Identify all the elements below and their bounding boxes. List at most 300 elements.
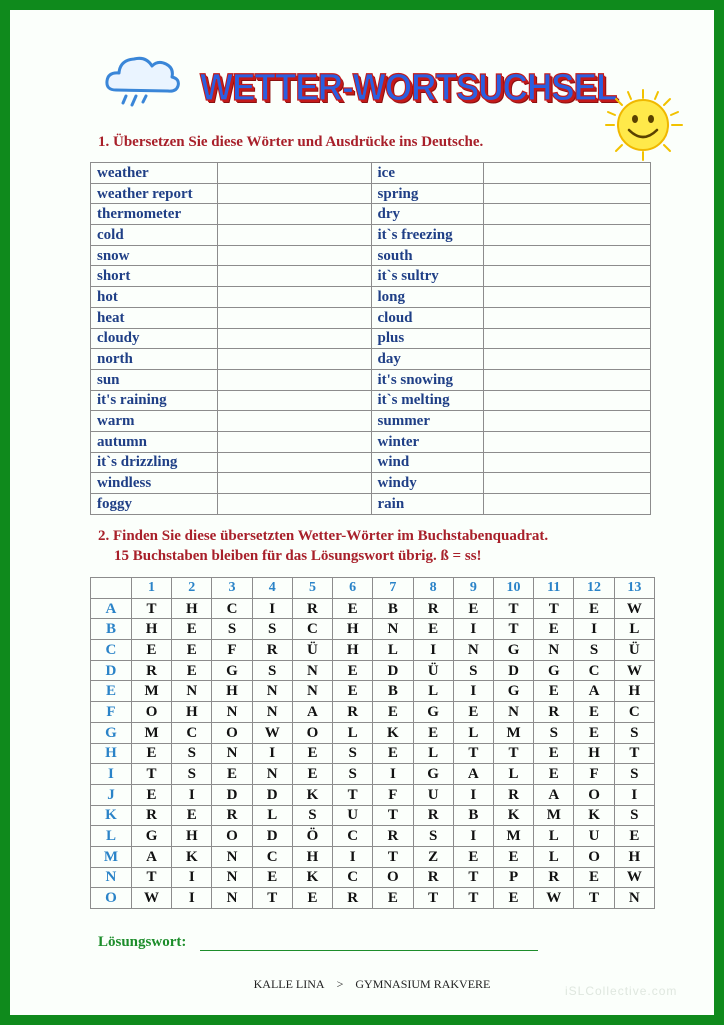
grid-column-header: 6 [333,578,373,599]
grid-letter[interactable]: T [373,846,413,867]
grid-letter[interactable]: S [614,764,654,785]
grid-letter[interactable]: G [413,764,453,785]
grid-letter[interactable]: L [534,826,574,847]
grid-letter[interactable]: E [172,660,212,681]
grid-letter[interactable]: N [212,846,252,867]
vocab-word-english: cold [91,225,218,246]
vocab-word-english: south [371,245,484,266]
grid-letter[interactable]: D [252,826,292,847]
vocab-answer-cell[interactable] [217,411,371,432]
grid-letter[interactable]: R [413,805,453,826]
grid-row [91,743,655,764]
grid-letter[interactable]: F [373,784,413,805]
grid-letter[interactable]: O [574,784,614,805]
grid-letter[interactable]: U [574,826,614,847]
grid-row [91,619,655,640]
grid-letter[interactable]: T [453,867,493,888]
grid-letter[interactable]: N [493,702,533,723]
grid-letter[interactable]: N [252,681,292,702]
grid-letter[interactable]: M [131,722,171,743]
grid-letter[interactable]: L [493,764,533,785]
grid-letter[interactable]: W [534,888,574,909]
vocab-answer-cell[interactable] [217,494,371,515]
vocab-row [91,473,651,494]
grid-letter[interactable]: R [373,826,413,847]
grid-corner [91,578,132,599]
vocab-answer-cell[interactable] [484,473,651,494]
grid-letter[interactable]: S [534,722,574,743]
vocab-row [91,163,651,184]
grid-letter[interactable]: R [413,598,453,619]
grid-row-header: K [91,805,132,826]
grid-letter[interactable]: S [252,619,292,640]
grid-letter[interactable]: E [453,846,493,867]
grid-row-header: H [91,743,132,764]
grid-letter[interactable]: N [252,764,292,785]
grid-letter[interactable]: I [373,764,413,785]
grid-letter[interactable]: K [373,722,413,743]
vocab-answer-cell[interactable] [217,307,371,328]
grid-letter[interactable]: N [453,640,493,661]
grid-letter[interactable]: E [292,743,332,764]
grid-row-header: A [91,598,132,619]
grid-letter[interactable]: S [614,722,654,743]
vocab-answer-cell[interactable] [484,328,651,349]
grid-letter[interactable]: S [172,743,212,764]
grid-letter[interactable]: H [574,743,614,764]
grid-letter[interactable]: E [373,702,413,723]
grid-letter[interactable]: R [292,598,332,619]
grid-letter[interactable]: M [131,681,171,702]
grid-row-header: I [91,764,132,785]
grid-letter[interactable]: L [614,619,654,640]
vocab-answer-cell[interactable] [217,183,371,204]
vocab-answer-cell[interactable] [484,225,651,246]
grid-letter[interactable]: E [333,598,373,619]
vocab-answer-cell[interactable] [484,431,651,452]
vocab-answer-cell[interactable] [217,163,371,184]
grid-letter[interactable]: E [172,805,212,826]
vocab-answer-cell[interactable] [484,163,651,184]
grid-letter[interactable]: S [172,764,212,785]
grid-letter[interactable]: B [373,598,413,619]
grid-letter[interactable]: I [252,743,292,764]
vocab-word-english: weather [91,163,218,184]
grid-letter[interactable]: E [574,702,614,723]
grid-letter[interactable]: I [252,598,292,619]
grid-letter[interactable]: W [614,598,654,619]
grid-letter[interactable]: R [252,640,292,661]
grid-letter[interactable]: G [493,681,533,702]
grid-letter[interactable]: C [333,867,373,888]
grid-row-header: O [91,888,132,909]
grid-letter[interactable]: H [172,826,212,847]
grid-letter[interactable]: E [453,702,493,723]
grid-column-header: 4 [252,578,292,599]
grid-row [91,764,655,785]
grid-letter[interactable]: G [493,640,533,661]
grid-letter[interactable]: E [574,867,614,888]
grid-letter[interactable]: E [252,867,292,888]
grid-letter[interactable]: S [413,826,453,847]
grid-letter[interactable]: T [453,888,493,909]
grid-letter[interactable]: K [493,805,533,826]
grid-letter[interactable]: K [292,784,332,805]
vocab-answer-cell[interactable] [484,245,651,266]
grid-letter[interactable]: R [333,702,373,723]
grid-letter[interactable]: H [614,846,654,867]
grid-letter[interactable]: C [333,826,373,847]
grid-letter[interactable]: O [292,722,332,743]
footer-school: GYMNASIUM RAKVERE [355,977,491,991]
grid-row-header: G [91,722,132,743]
grid-letter[interactable]: R [534,867,574,888]
grid-letter[interactable]: W [614,660,654,681]
grid-letter[interactable]: T [534,598,574,619]
grid-letter[interactable]: N [212,867,252,888]
grid-letter[interactable]: E [172,640,212,661]
grid-column-header: 3 [212,578,252,599]
grid-letter[interactable]: E [453,598,493,619]
grid-letter[interactable]: H [172,598,212,619]
vocab-word-english: it`s drizzling [91,452,218,473]
grid-row [91,660,655,681]
grid-letter[interactable]: H [212,681,252,702]
grid-column-header: 1 [131,578,171,599]
grid-letter[interactable]: E [333,681,373,702]
grid-letter[interactable]: E [131,743,171,764]
vocab-word-english: winter [371,431,484,452]
grid-row-header: J [91,784,132,805]
grid-letter[interactable]: Ü [614,640,654,661]
grid-letter[interactable]: T [614,743,654,764]
grid-letter[interactable]: D [373,660,413,681]
vocab-answer-cell[interactable] [217,204,371,225]
grid-letter[interactable]: G [534,660,574,681]
grid-letter[interactable]: L [413,681,453,702]
grid-letter[interactable]: E [413,619,453,640]
vocab-word-english: summer [371,411,484,432]
grid-letter[interactable]: D [493,660,533,681]
vocab-answer-cell[interactable] [484,307,651,328]
grid-letter[interactable]: A [534,784,574,805]
footer-author: KALLE LINA [253,977,325,991]
grid-letter[interactable]: R [493,784,533,805]
grid-letter[interactable]: Ü [292,640,332,661]
grid-letter[interactable]: Ö [292,826,332,847]
grid-letter[interactable]: H [333,640,373,661]
grid-letter[interactable]: L [534,846,574,867]
vocab-word-english: ice [371,163,484,184]
grid-letter[interactable]: G [131,826,171,847]
vocab-row [91,328,651,349]
grid-letter[interactable]: T [131,867,171,888]
grid-letter[interactable]: A [453,764,493,785]
grid-letter[interactable]: S [292,805,332,826]
grid-letter[interactable]: G [212,660,252,681]
grid-letter[interactable]: Z [413,846,453,867]
grid-letter[interactable]: M [493,722,533,743]
grid-letter[interactable]: H [131,619,171,640]
grid-letter[interactable]: E [534,619,574,640]
vocab-row [91,183,651,204]
grid-letter[interactable]: T [252,888,292,909]
grid-letter[interactable]: B [373,681,413,702]
grid-letter[interactable]: W [614,867,654,888]
grid-letter[interactable]: T [333,784,373,805]
grid-letter[interactable]: T [493,743,533,764]
grid-letter[interactable]: E [493,846,533,867]
vocab-answer-cell[interactable] [217,473,371,494]
grid-letter[interactable]: L [252,805,292,826]
grid-letter[interactable]: E [534,743,574,764]
vocab-word-english: hot [91,287,218,308]
grid-letter[interactable]: D [252,784,292,805]
grid-row-header: B [91,619,132,640]
grid-letter[interactable]: T [493,619,533,640]
task1-heading: 1. Übersetzen Sie diese Wörter und Ausdrücke ins Deutsche. [98,134,484,150]
grid-letter[interactable]: R [212,805,252,826]
grid-letter[interactable]: A [131,846,171,867]
grid-letter[interactable]: Ü [413,660,453,681]
grid-letter[interactable]: P [493,867,533,888]
grid-letter[interactable]: E [534,764,574,785]
vocab-answer-cell[interactable] [217,225,371,246]
grid-letter[interactable]: H [292,846,332,867]
grid-letter[interactable]: E [493,888,533,909]
vocab-word-english: autumn [91,431,218,452]
vocab-answer-cell[interactable] [484,411,651,432]
grid-letter[interactable]: H [172,702,212,723]
grid-letter[interactable]: U [333,805,373,826]
grid-letter[interactable]: T [453,743,493,764]
grid-letter[interactable]: K [172,846,212,867]
vocab-answer-cell[interactable] [484,494,651,515]
grid-letter[interactable]: E [614,826,654,847]
grid-letter[interactable]: I [172,784,212,805]
vocab-word-english: warm [91,411,218,432]
grid-letter[interactable]: E [333,660,373,681]
grid-letter[interactable]: N [212,888,252,909]
grid-letter[interactable]: E [574,598,614,619]
grid-letter[interactable]: H [614,681,654,702]
grid-letter[interactable]: T [413,888,453,909]
grid-letter[interactable]: L [413,743,453,764]
grid-letter[interactable]: E [413,722,453,743]
grid-letter[interactable]: O [131,702,171,723]
grid-letter[interactable]: E [172,619,212,640]
grid-letter[interactable]: N [292,681,332,702]
vocab-word-english: thermometer [91,204,218,225]
grid-letter[interactable]: T [574,888,614,909]
vocab-word-english: north [91,349,218,370]
grid-column-header: 9 [453,578,493,599]
grid-row-header: D [91,660,132,681]
grid-letter[interactable]: L [453,722,493,743]
grid-letter[interactable]: E [212,764,252,785]
grid-letter[interactable]: A [574,681,614,702]
vocab-word-english: foggy [91,494,218,515]
vocab-row [91,431,651,452]
grid-letter[interactable]: N [373,619,413,640]
task2-heading [98,526,548,566]
vocab-row [91,245,651,266]
grid-letter[interactable]: N [614,888,654,909]
vocab-row [91,225,651,246]
grid-letter[interactable]: E [292,764,332,785]
grid-letter[interactable]: E [131,640,171,661]
vocab-word-english: cloud [371,307,484,328]
grid-letter[interactable]: S [574,640,614,661]
grid-letter[interactable]: N [212,743,252,764]
grid-letter[interactable]: N [172,681,212,702]
vocab-answer-cell[interactable] [484,183,651,204]
grid-letter[interactable]: E [373,888,413,909]
vocab-answer-cell[interactable] [484,287,651,308]
vocab-answer-cell[interactable] [484,452,651,473]
grid-letter[interactable]: N [534,640,574,661]
grid-letter[interactable]: G [413,702,453,723]
grid-row [91,681,655,702]
grid-letter[interactable]: U [413,784,453,805]
grid-letter[interactable]: R [131,660,171,681]
grid-letter[interactable]: I [172,888,212,909]
vocab-answer-cell[interactable] [217,266,371,287]
grid-letter[interactable]: I [333,846,373,867]
vocab-row [91,411,651,432]
grid-letter[interactable]: O [212,722,252,743]
vocab-word-english: it`s melting [371,390,484,411]
worksheet-title: WETTER-WORTSUCHSEL [200,67,617,109]
grid-letter[interactable]: C [252,846,292,867]
grid-letter[interactable]: K [292,867,332,888]
grid-letter[interactable]: R [534,702,574,723]
vocab-word-english: windless [91,473,218,494]
vocab-row [91,204,651,225]
vocab-row [91,452,651,473]
vocab-answer-cell[interactable] [217,390,371,411]
grid-row-header: M [91,846,132,867]
grid-letter[interactable]: T [493,598,533,619]
vocab-word-english: dry [371,204,484,225]
vocab-row [91,390,651,411]
grid-letter[interactable]: N [212,702,252,723]
vocab-answer-cell[interactable] [217,287,371,308]
grid-letter[interactable]: R [333,888,373,909]
grid-letter[interactable]: E [131,784,171,805]
grid-letter[interactable]: I [453,681,493,702]
vocab-word-english: it's raining [91,390,218,411]
grid-letter[interactable]: C [574,660,614,681]
vocab-answer-cell[interactable] [484,266,651,287]
grid-letter[interactable]: R [131,805,171,826]
grid-letter[interactable]: S [212,619,252,640]
grid-letter[interactable]: D [212,784,252,805]
vocab-word-english: windy [371,473,484,494]
grid-letter[interactable]: S [614,805,654,826]
grid-letter[interactable]: C [212,598,252,619]
solution-input-line[interactable] [200,950,538,951]
grid-letter[interactable]: B [453,805,493,826]
grid-letter[interactable]: N [252,702,292,723]
grid-row-header: C [91,640,132,661]
footer-separator: > [336,977,344,991]
grid-letter[interactable]: M [534,805,574,826]
vocab-row [91,494,651,515]
grid-letter[interactable]: F [212,640,252,661]
vocab-answer-cell[interactable] [484,369,651,390]
vocab-answer-cell[interactable] [217,328,371,349]
vocab-answer-cell[interactable] [484,390,651,411]
grid-letter[interactable]: C [614,702,654,723]
grid-letter[interactable]: E [534,681,574,702]
grid-letter[interactable]: L [373,640,413,661]
grid-letter[interactable]: L [333,722,373,743]
grid-letter[interactable]: O [373,867,413,888]
grid-letter[interactable]: I [574,619,614,640]
vocab-row [91,307,651,328]
vocab-word-english: weather report [91,183,218,204]
grid-letter[interactable]: A [292,702,332,723]
grid-letter[interactable]: H [333,619,373,640]
grid-letter[interactable]: W [252,722,292,743]
grid-letter[interactable]: C [172,722,212,743]
vocab-answer-cell[interactable] [217,245,371,266]
grid-letter[interactable]: S [333,764,373,785]
grid-letter[interactable]: I [172,867,212,888]
grid-letter[interactable]: F [574,764,614,785]
grid-letter[interactable]: E [292,888,332,909]
vocab-answer-cell[interactable] [217,369,371,390]
solution-label: Lösungswort: [98,934,187,950]
grid-letter[interactable]: I [614,784,654,805]
grid-letter[interactable]: N [292,660,332,681]
grid-letter[interactable]: I [453,826,493,847]
grid-letter[interactable]: K [574,805,614,826]
grid-letter[interactable]: S [252,660,292,681]
grid-column-header: 12 [574,578,614,599]
vocab-answer-cell[interactable] [484,204,651,225]
grid-letter[interactable]: E [574,722,614,743]
grid-row-header: N [91,867,132,888]
vocab-word-english: heat [91,307,218,328]
grid-letter[interactable]: E [373,743,413,764]
grid-row [91,826,655,847]
vocabulary-table [90,162,651,515]
grid-letter[interactable]: T [373,805,413,826]
grid-row [91,640,655,661]
vocab-answer-cell[interactable] [217,452,371,473]
grid-letter[interactable]: O [574,846,614,867]
vocab-answer-cell[interactable] [217,349,371,370]
vocab-answer-cell[interactable] [484,349,651,370]
grid-letter[interactable]: I [413,640,453,661]
grid-letter[interactable]: I [453,784,493,805]
grid-letter[interactable]: T [131,598,171,619]
vocab-answer-cell[interactable] [217,431,371,452]
grid-letter[interactable]: R [413,867,453,888]
grid-column-header: 2 [172,578,212,599]
grid-row [91,888,655,909]
grid-letter[interactable]: W [131,888,171,909]
grid-letter[interactable]: O [212,826,252,847]
grid-letter[interactable]: I [453,619,493,640]
grid-letter[interactable]: M [493,826,533,847]
grid-letter[interactable]: C [292,619,332,640]
grid-letter[interactable]: T [131,764,171,785]
grid-letter[interactable]: S [333,743,373,764]
grid-letter[interactable]: S [453,660,493,681]
